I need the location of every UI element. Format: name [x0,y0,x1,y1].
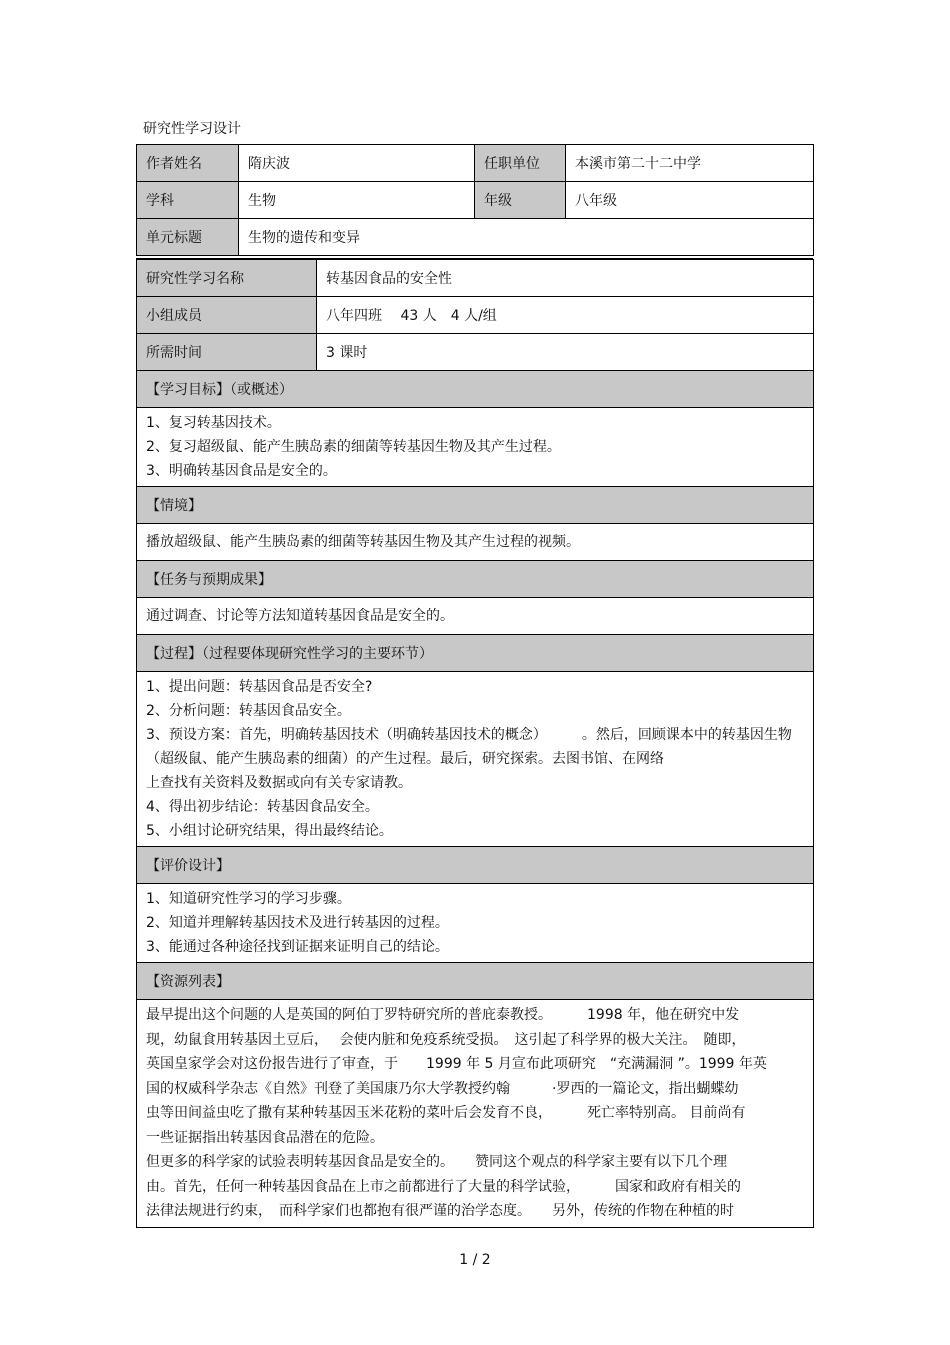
situation-heading: 【情境】 [137,487,814,524]
info-table [136,144,814,256]
situation-text: 播放超级鼠、能产生胰岛素的细菌等转基因生物及其产生过程的视频。 [137,524,814,561]
resources-heading: 【资源列表】 [137,963,814,1000]
study-table [136,259,814,1228]
document-title: 研究性学习设计 [143,121,241,137]
process-content [137,672,814,847]
table-row [137,260,814,297]
unit-value: 本溪市第二十二中学 [566,145,814,182]
author-value: 隋庆波 [239,145,475,182]
list-item: 最早提出这个问题的人是英国的阿伯丁罗特研究所的普庇泰教授。 1998 年，他在研究中发 [146,1007,740,1023]
unit-label: 任职单位 [475,145,566,182]
list-item: 2、复习超级鼠、能产生胰岛素的细菌等转基因生物及其产生过程。 [146,439,561,455]
list-item: 上查找有关资料及数据或向有关专家请教。 [146,775,412,791]
list-item: 5、小组讨论研究结果，得出最终结论。 [146,823,393,839]
list-item: 英国皇家学会对这份报告进行了审查，于 1999 年 5 月宣布此项研究 “充满漏洞 ”。1999 年英 [146,1056,767,1072]
grade-label: 年级 [475,182,566,219]
evaluation-content [137,884,814,963]
table-row [137,297,814,334]
table-row [137,145,814,182]
goals-heading: 【学习目标】（或概述） [137,371,814,408]
list-item: 2、分析问题：转基因食品安全。 [146,703,351,719]
subject-value: 生物 [239,182,475,219]
evaluation-heading: 【评价设计】 [137,847,814,884]
list-item: 4、得出初步结论：转基因食品安全。 [146,799,379,815]
table-row [137,334,814,371]
list-item: 3、能通过各种途径找到证据来证明自己的结论。 [146,939,449,955]
list-item: 但更多的科学家的试验表明转基因食品是安全的。 赞同这个观点的科学家主要有以下几个理 [146,1154,727,1170]
list-item: 由。首先，任何一种转基因食品在上市之前都进行了大量的科学试验， 国家和政府有相关的 [146,1178,741,1195]
tasks-heading: 【任务与预期成果】 [137,561,814,598]
list-item: 国的权威科学杂志《自然》刊登了美国康乃尔大学教授约翰 ·罗西的一篇论文，指出蝴蝶幼 [146,1080,739,1097]
members-label: 小组成员 [137,297,317,334]
list-item: 1、提出问题：转基因食品是否安全? [146,679,373,695]
table-row [137,182,814,219]
list-item: 1、知道研究性学习的学习步骤。 [146,891,351,907]
list-item: 3、明确转基因食品是安全的。 [146,463,337,479]
tasks-text: 通过调查、讨论等方法知道转基因食品是安全的。 [137,598,814,635]
goals-content [137,408,814,487]
time-value: 3 课时 [317,334,814,371]
topic-label: 单元标题 [137,219,239,256]
process-heading: 【过程】（过程要体现研究性学习的主要环节） [137,635,814,672]
list-item: 一些证据指出转基因食品潜在的危险。 [146,1129,384,1146]
table-row [137,219,814,256]
list-item: 3、预设方案：首先，明确转基因技术（明确转基因技术的概念） 。然后，回顾课本中的转基因生物（超级鼠、能产生胰岛素的细菌）的产生过程。最后，研究探索。去图书馆、在网络 [146,727,792,767]
author-label: 作者姓名 [137,145,239,182]
members-value: 八年四班 43 人 4 人/组 [317,297,814,334]
study-name-value: 转基因食品的安全性 [317,260,814,297]
subject-label: 学科 [137,182,239,219]
grade-value: 八年级 [566,182,814,219]
list-item: 2、知道并理解转基因技术及进行转基因的过程。 [146,915,449,931]
list-item: 虫等田间益虫吃了撒有某种转基因玉米花粉的菜叶后会发育不良， 死亡率特别高。 目前尚有 [146,1105,746,1121]
page-number: 1 / 2 [459,1252,491,1268]
list-item: 法律法规进行约束， 而科学家们也都抱有很严谨的治学态度。 另外，传统的作物在种植的时 [146,1203,734,1219]
topic-value: 生物的遗传和变异 [239,219,814,256]
list-item: 1、复习转基因技术。 [146,415,281,431]
time-label: 所需时间 [137,334,317,371]
resources-content [137,1000,814,1228]
study-name-label: 研究性学习名称 [137,260,317,297]
list-item: 现，幼鼠食用转基因土豆后， 会使内脏和免疫系统受损。 这引起了科学界的极大关注。 随即， [146,1031,746,1048]
